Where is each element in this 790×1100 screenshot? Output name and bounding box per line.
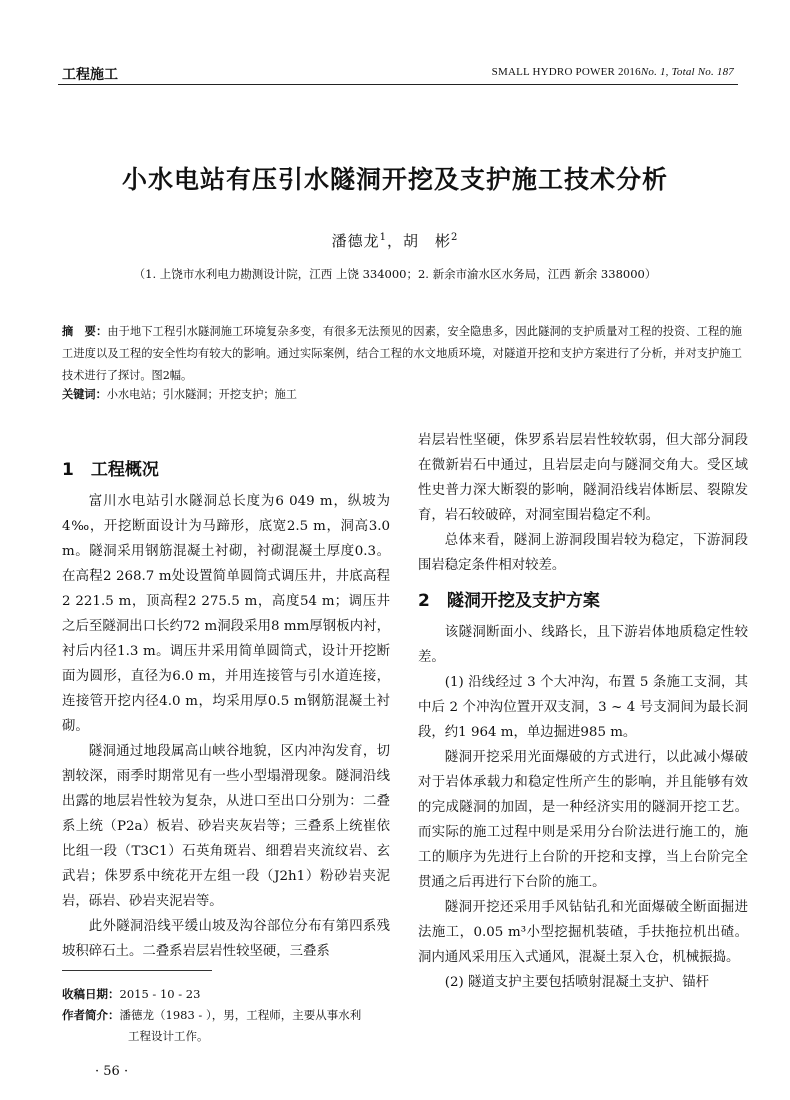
received-value: 2015 - 10 - 23	[119, 987, 201, 1001]
abstract-label: 摘 要：	[62, 325, 108, 338]
abstract	[62, 321, 742, 387]
page-number: · 56 ·	[95, 1064, 129, 1079]
running-header-section: 工程施工	[62, 67, 118, 83]
paragraph-2: 隧洞通过地段属高山峡谷地貌，区内冲沟发育，切割较深，雨季时期常见有一些小型塌滑现象。隧洞沿线出露的地层岩性较为复杂，从进口至出口分别为：二叠系上统（P2a）板岩、砂岩夹灰岩等；三叠系上统崔依比组一段（T3C1）石英角斑岩、细碧岩夹流纹岩、玄武岩；侏罗系中统花开左组一段（J2h1）粉砂岩夹泥岩，砾岩、砂岩夹泥岩等。	[62, 744, 390, 909]
author-2: 胡 彬	[403, 232, 452, 250]
keywords-text: 小水电站；引水隧洞；开挖支护；施工	[106, 388, 297, 401]
section-2-heading: 2 隧洞开挖及支护方案	[418, 591, 600, 611]
footnote-rule	[62, 970, 212, 971]
received-date	[62, 984, 392, 1005]
author-2-affil: 2	[451, 232, 459, 243]
journal-name: SMALL HYDRO POWER	[491, 66, 616, 78]
author-bio-line-1: 潘德龙（1983 - ），男，工程师，主要从事水利	[119, 1008, 362, 1022]
running-header-journal: SMALL HYDRO POWER 2016No. 1, Total No. 187	[491, 66, 734, 78]
author-bio-label: 作者简介：	[62, 1008, 120, 1022]
paragraph-4: 总体来看，隧洞上游洞段围岩较为稳定，下游洞段围岩稳定条件相对较差。	[418, 533, 748, 573]
author-bio-line-2: 工程设计工作。	[128, 1029, 209, 1043]
author-separator: ，	[386, 232, 403, 250]
author-bio	[62, 1005, 392, 1026]
received-label: 收稿日期：	[62, 987, 120, 1001]
affiliations: （1. 上饶市水利电力勘测设计院，江西 上饶 334000；2. 新余市渝水区水务局，江西 新余 338000）	[133, 267, 657, 281]
keywords-label: 关键词：	[62, 388, 107, 401]
paragraph-3-continued: 岩层岩性坚硬，侏罗系岩层岩性较软弱，但大部分洞段在微新岩石中通过，且岩层走向与隧洞交角大。受区域性史普力深大断裂的影响，隧洞沿线岩体断层、裂隙发育，岩石较破碎，对洞室围岩稳定不利。	[418, 433, 748, 523]
paragraph-9: (2) 隧道支护主要包括喷射混凝土支护、锚杆	[444, 975, 710, 990]
footnote	[62, 984, 392, 1047]
paragraph-8: 隧洞开挖还采用手风钻钻孔和光面爆破全断面掘进法施工，0.05 m³小型挖掘机装碴，手扶拖拉机出碴。洞内通风采用压入式通风，混凝土泵入仓，机械振捣。	[418, 900, 748, 965]
journal-total: Total No. 187	[671, 66, 734, 78]
paragraph-3: 此外隧洞沿线平缓山坡及沟谷部位分布有第四系残坡积碎石土。二叠系岩层岩性较坚硬，三叠系	[62, 919, 390, 959]
paragraph-5: 该隧洞断面小、线路长，且下游岩体地质稳定性较差。	[418, 625, 748, 665]
left-column	[62, 458, 390, 964]
author-1-affil: 1	[379, 232, 387, 243]
paragraph-7: 隧洞开挖采用光面爆破的方式进行，以此减小爆破对于岩体承载力和稳定性所产生的影响，并且能够有效的完成隧洞的加固，是一种经济实用的隧洞开挖工艺。而实际的施工过程中则是采用分台阶法进行施工的，施工的顺序为先进行上台阶的开挖和支撑，当上台阶完全贯通之后再进行下台阶的施工。	[418, 750, 748, 890]
author-1: 潘德龙	[331, 232, 380, 250]
author-line	[0, 230, 790, 251]
journal-issue: No. 1	[640, 66, 666, 78]
paragraph-1: 富川水电站引水隧洞总长度为6 049 m，纵坡为4‰，开挖断面设计为马蹄形，底宽2.5 m，洞高3.0 m。隧洞采用钢筋混凝土衬砌，衬砌混凝土厚度0.3。在高程2 268.7 m处设置简单圆筒式调压井，井底高程2 221.5 m，顶高程2 275.5 m，高度54 m；调压井之后至隧洞出口长约72 m洞段采用8 mm厚钢板内衬，衬后内径1.3 m。调压井采用简单圆筒式，设计开挖断面为圆形，直径为6.0 m，并用连接管与引水道连接，连接管开挖内径4.0 m，均采用厚0.5 m钢筋混凝土衬砌。	[62, 494, 390, 734]
abstract-text: 由于地下工程引水隧洞施工环境复杂多变，有很多无法预见的因素，安全隐患多，因此隧洞的支护质量对工程的投资、工程的施工进度以及工程的安全性均有较大的影响。通过实际案例，结合工程的水文地质环境，对隧道开挖和支护方案进行了分析，并对支护施工技术进行了探讨。图2幅。	[62, 325, 742, 382]
keywords	[62, 386, 742, 402]
paragraph-6: (1) 沿线经过 3 个大冲沟，布置 5 条施工支洞，其中后 2 个冲沟位置开双支洞，3 ~ 4 号支洞间为最长洞段，约1 964 m，单边掘进985 m。	[418, 675, 748, 740]
section-1-heading: 1 工程概况	[62, 460, 159, 480]
right-column	[418, 428, 748, 995]
journal-year: 2016	[618, 66, 641, 78]
article-title: 小水电站有压引水隧洞开挖及支护施工技术分析	[121, 165, 668, 194]
header-rule	[58, 84, 738, 85]
